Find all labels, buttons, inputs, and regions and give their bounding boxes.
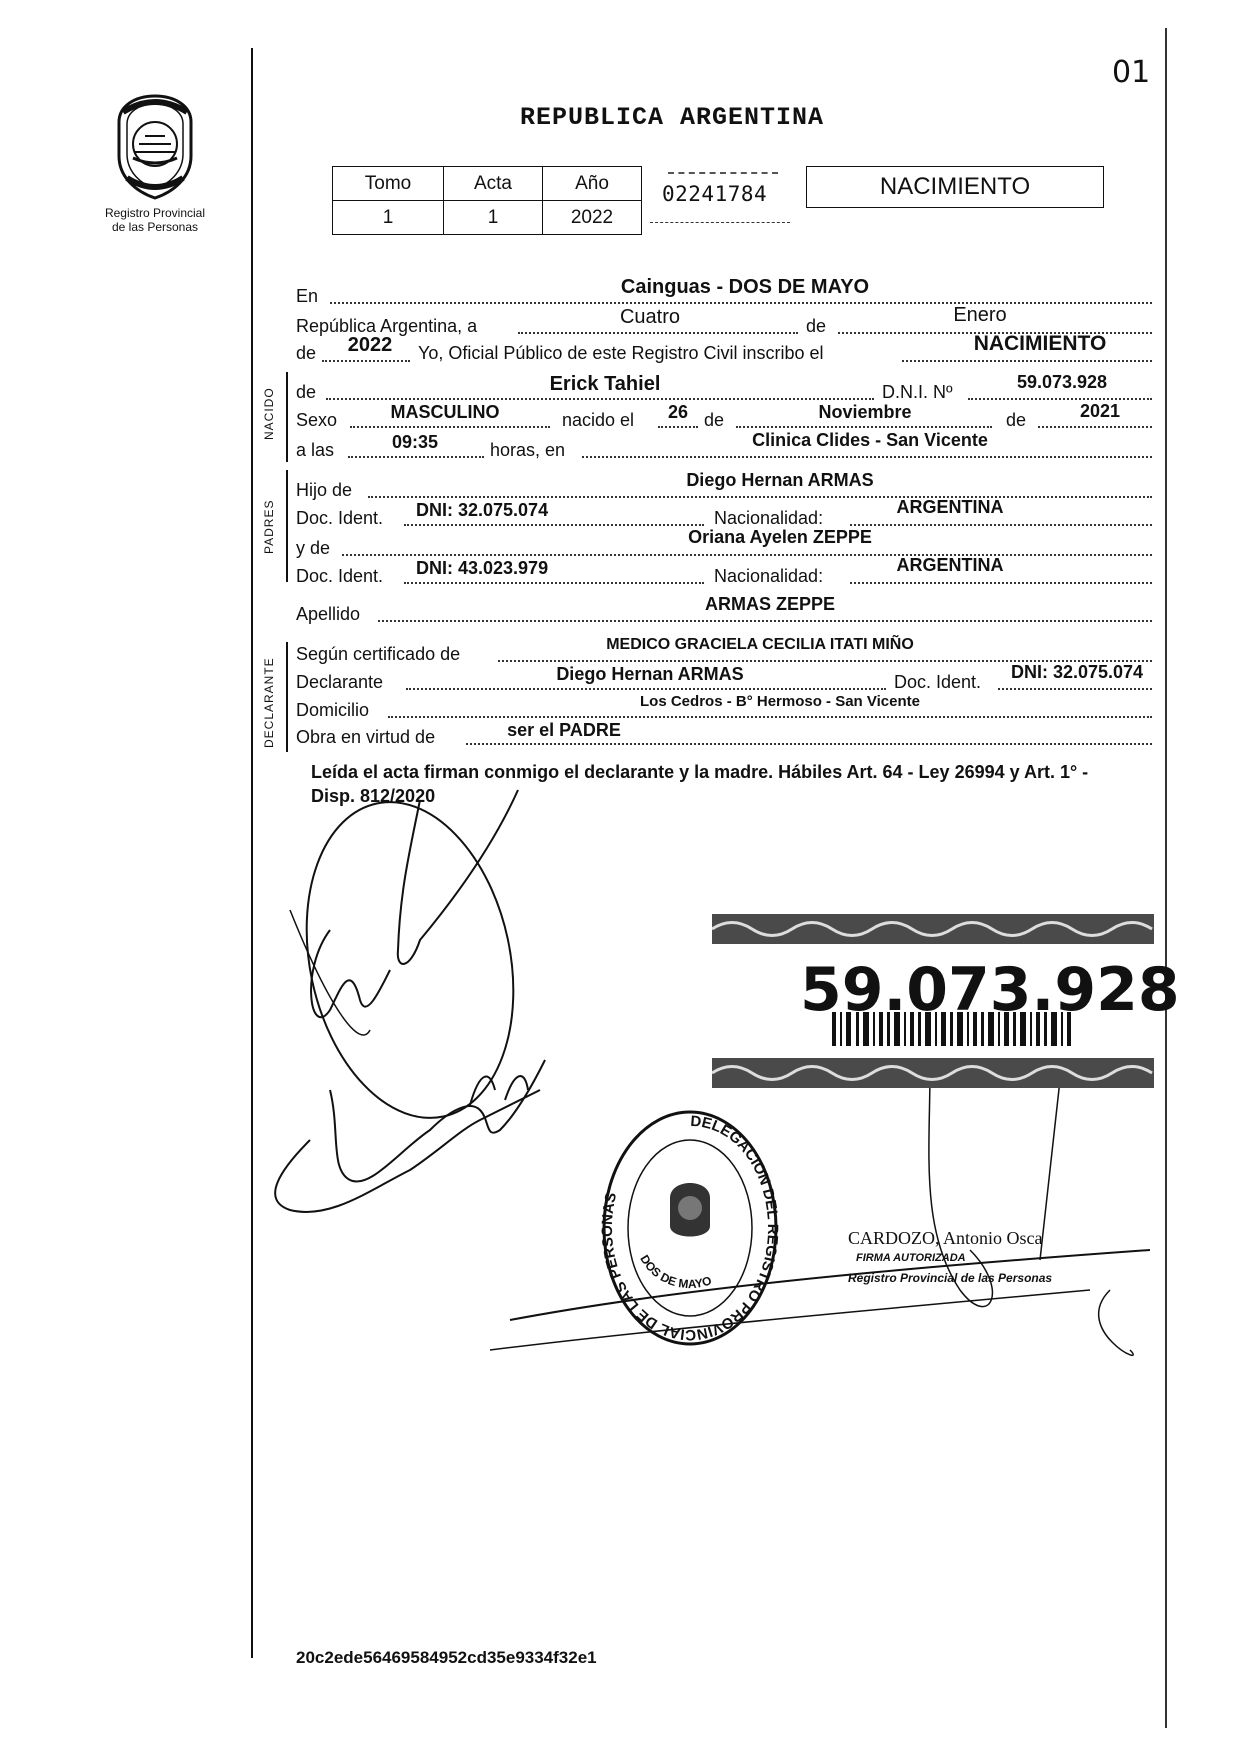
birth-time: 09:35 bbox=[391, 432, 439, 452]
inscription-dots bbox=[902, 360, 1152, 362]
oval-seal-icon bbox=[600, 1108, 780, 1348]
declarante-doc-label: Doc. Ident. bbox=[894, 672, 982, 692]
nacido-side-label: NACIDO bbox=[262, 387, 276, 440]
sexo-label: Sexo bbox=[296, 410, 338, 430]
declarante-doc: DNI: 32.075.074 bbox=[1010, 662, 1144, 682]
left-margin-line bbox=[251, 48, 253, 1658]
mother-nationality: ARGENTINA bbox=[896, 555, 1004, 575]
horas-label: horas, en bbox=[490, 440, 566, 460]
month-value: Enero bbox=[953, 304, 1007, 326]
signer-name: CARDOZO, Antonio Osca bbox=[848, 1228, 1043, 1248]
declarante-name: Diego Hernan ARMAS bbox=[556, 664, 744, 684]
domicilio-value: Los Cedros - B° Hermoso - San Vicente bbox=[640, 693, 920, 710]
year-value: 2022 bbox=[347, 334, 393, 356]
seal-ring-text: DELEGACION DEL REGISTRO PROVINCIAL DE LAS PERSONAS bbox=[600, 1112, 780, 1344]
obra-dots bbox=[466, 743, 1152, 745]
serial-number: 02241784 bbox=[662, 182, 768, 206]
document-type-box: NACIMIENTO bbox=[806, 166, 1104, 208]
y-de-label: y de bbox=[296, 538, 331, 558]
apellido-value: ARMAS ZEPPE bbox=[704, 594, 836, 614]
hijo-de-label: Hijo de bbox=[296, 480, 353, 500]
year-prefix-label: de bbox=[296, 343, 317, 363]
apellido-dots bbox=[378, 620, 1152, 622]
nacido-de-label3: de bbox=[1006, 410, 1027, 430]
birth-day-dots bbox=[658, 426, 698, 428]
child-dni: 59.073.928 bbox=[1016, 372, 1108, 392]
birth-place: Clinica Clides - San Vicente bbox=[752, 430, 988, 450]
record-header-anio: Año bbox=[543, 167, 642, 201]
mother-nat-dots bbox=[850, 582, 1152, 584]
domicilio-label: Domicilio bbox=[296, 700, 370, 720]
birth-month: Noviembre bbox=[818, 402, 912, 422]
father-nat-label: Nacionalidad: bbox=[714, 508, 824, 528]
inscription-type: NACIMIENTO bbox=[973, 332, 1107, 355]
record-value-tomo: 1 bbox=[333, 201, 444, 235]
en-label: En bbox=[296, 286, 319, 306]
declarante-label: Declarante bbox=[296, 672, 384, 692]
place-value: Cainguas - DOS DE MAYO bbox=[620, 276, 870, 298]
record-value-anio: 2022 bbox=[543, 201, 642, 235]
day-dots bbox=[518, 332, 798, 334]
dni-dots bbox=[968, 398, 1152, 400]
serial-underline bbox=[650, 222, 790, 224]
a-las-label: a las bbox=[296, 440, 335, 460]
birth-place-dots bbox=[582, 456, 1152, 458]
birth-year-dots bbox=[1038, 426, 1152, 428]
signer-office: Registro Provincial de las Personas bbox=[848, 1271, 1053, 1285]
domicilio-dots bbox=[388, 716, 1152, 718]
nacido-el-label: nacido el bbox=[562, 410, 635, 430]
day-value: Cuatro bbox=[619, 306, 681, 328]
padres-bracket bbox=[286, 470, 288, 582]
mother-nat-label: Nacionalidad: bbox=[714, 566, 824, 586]
page-number: 01 bbox=[1112, 55, 1151, 90]
padres-side-label: PADRES bbox=[262, 499, 276, 554]
name-dots bbox=[326, 398, 874, 400]
registry-logo bbox=[90, 92, 220, 234]
child-name: Erick Tahiel bbox=[549, 373, 661, 395]
declarante-doc-dots bbox=[998, 688, 1152, 690]
delegation-seal bbox=[600, 1108, 780, 1353]
record-header-tomo: Tomo bbox=[333, 167, 444, 201]
nacido-de-label: de bbox=[296, 382, 317, 402]
mother-name: Oriana Ayelen ZEPPE bbox=[688, 527, 872, 547]
right-border-line bbox=[1165, 28, 1167, 1728]
logo-caption-line1: Registro Provincial bbox=[104, 206, 206, 220]
record-value-acta: 1 bbox=[444, 201, 543, 235]
declarante-dots bbox=[406, 688, 886, 690]
time-dots bbox=[348, 456, 484, 458]
father-nationality: ARGENTINA bbox=[896, 497, 1004, 517]
sexo-value: MASCULINO bbox=[390, 402, 500, 422]
page-title: REPUBLICA ARGENTINA bbox=[520, 103, 825, 132]
mother-dots bbox=[342, 554, 1152, 556]
birth-month-dots bbox=[736, 426, 992, 428]
record-header-acta: Acta bbox=[444, 167, 543, 201]
declarante-side-label: DECLARANTE bbox=[262, 657, 276, 748]
serial-top-dashes bbox=[668, 172, 778, 174]
birth-year: 2021 bbox=[1079, 401, 1121, 421]
mother-doc: DNI: 43.023.979 bbox=[416, 558, 549, 578]
logo-caption-line2: de las Personas bbox=[111, 220, 199, 234]
obra-label: Obra en virtud de bbox=[296, 727, 436, 747]
father-dots bbox=[368, 496, 1152, 498]
record-table bbox=[332, 166, 642, 235]
father-nat-dots bbox=[850, 524, 1152, 526]
signer-role: FIRMA AUTORIZADA bbox=[856, 1252, 966, 1264]
father-doc-label: Doc. Ident. bbox=[296, 508, 384, 528]
father-name: Diego Hernan ARMAS bbox=[686, 470, 874, 490]
year-dots bbox=[322, 360, 410, 362]
officer-text: Yo, Oficial Público de este Registro Civil inscribo el bbox=[418, 343, 824, 363]
nacido-de-label2: de bbox=[704, 410, 725, 430]
misiones-seal-icon bbox=[105, 92, 205, 202]
dni-stamp-number: 59.073.928 bbox=[800, 955, 1180, 1025]
father-doc-dots bbox=[404, 524, 704, 526]
certificate-value: MEDICO GRACIELA CECILIA ITATI MIÑO bbox=[606, 636, 914, 653]
sexo-dots bbox=[350, 426, 550, 428]
dni-label: D.N.I. Nº bbox=[882, 382, 953, 402]
birth-day: 26 bbox=[667, 402, 689, 422]
de-label: de bbox=[806, 316, 827, 336]
record-table-header-row bbox=[333, 167, 642, 201]
seal-inner-text: DOS DE MAYO bbox=[637, 1252, 714, 1292]
document-hash: 20c2ede56469584952cd35e9334f32e1 bbox=[296, 1648, 597, 1667]
obra-value: ser el PADRE bbox=[507, 720, 621, 740]
apellido-label: Apellido bbox=[296, 604, 361, 624]
mother-doc-label: Doc. Ident. bbox=[296, 566, 384, 586]
declarante-bracket bbox=[286, 642, 288, 752]
record-table-value-row bbox=[333, 201, 642, 235]
father-doc: DNI: 32.075.074 bbox=[416, 500, 549, 520]
mother-doc-dots bbox=[404, 582, 704, 584]
legal-text: Leída el acta firman conmigo el declarante y la madre. Hábiles Art. 64 - Ley 26994 y Art. 1° - Disp. 812/2020 bbox=[311, 762, 1089, 806]
certificado-label: Según certificado de bbox=[296, 644, 461, 664]
republica-label: República Argentina, a bbox=[296, 316, 478, 336]
nacido-bracket bbox=[286, 372, 288, 462]
